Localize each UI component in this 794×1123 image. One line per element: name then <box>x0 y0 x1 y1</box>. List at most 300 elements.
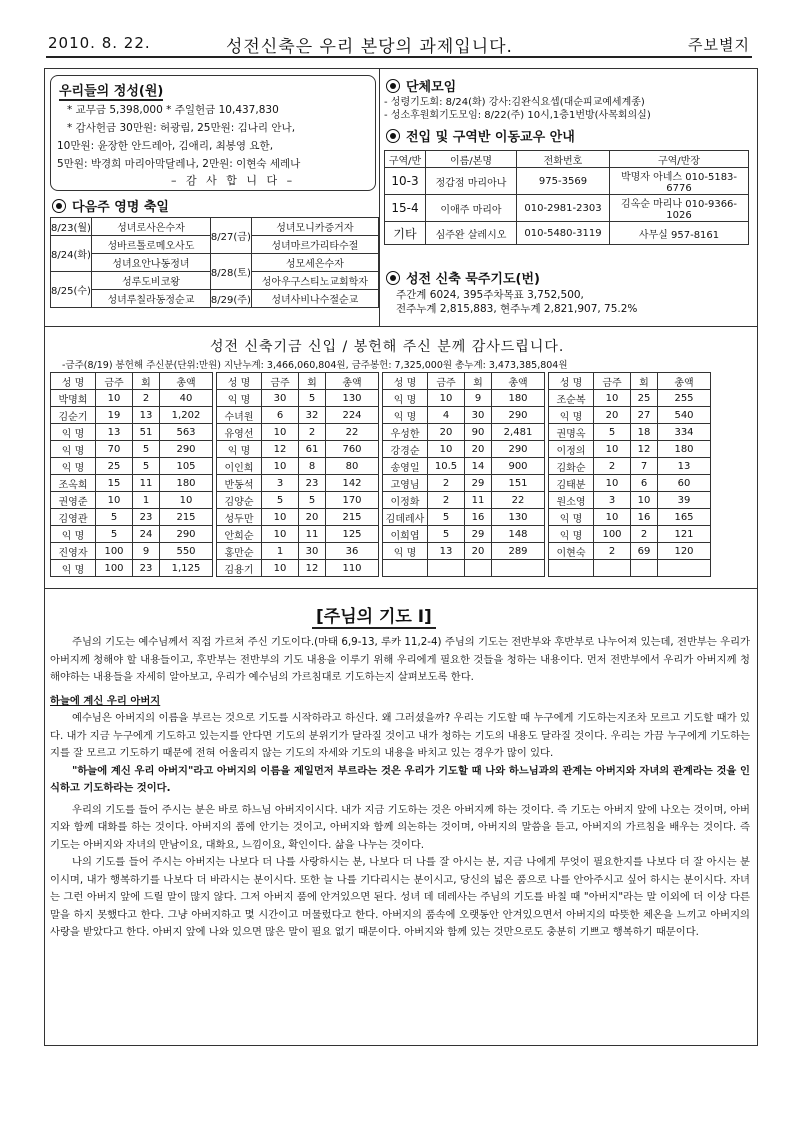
donor-name: 익 명 <box>217 441 262 458</box>
donor-name: 박명희 <box>51 390 96 407</box>
article-paragraph: "하늘에 계신 우리 아버지"라고 아버지의 이름을 제일먼저 부르라는 것은 우리가 기도할 때 나와 하느님과의 관계는 아버지와 자녀의 관계라는 것을 인식하고 기도하라는 것이다. <box>50 764 750 794</box>
donation-total: 148 <box>492 526 545 543</box>
donation-week: 3 <box>594 492 631 509</box>
donation-total: 290 <box>160 441 213 458</box>
donation-week: 10 <box>262 560 299 577</box>
donation-row <box>217 441 379 458</box>
donation-row <box>51 492 213 509</box>
feast-name: 성녀사비나수절순교 <box>251 290 378 308</box>
donation-count: 32 <box>299 407 326 424</box>
donor-name <box>549 560 594 577</box>
offering-title: 우리들의 정성(원) <box>59 80 163 101</box>
donation-count <box>631 560 658 577</box>
donation-row <box>549 458 711 475</box>
donation-row <box>549 509 711 526</box>
donation-header: 성 명 <box>383 373 428 390</box>
donor-name: 권명옥 <box>549 424 594 441</box>
feast-name: 성루도비코왕 <box>91 272 210 290</box>
donation-total: 290 <box>492 441 545 458</box>
donation-row <box>51 475 213 492</box>
donation-total: 110 <box>326 560 379 577</box>
offering-line: * 감사헌금 30만원: 허광림, 25만원: 김나리 안나, <box>67 122 296 134</box>
donation-header: 성 명 <box>549 373 594 390</box>
donation-total: 563 <box>160 424 213 441</box>
feast-name: 성녀요안나동정녀 <box>91 254 210 272</box>
donor-name: 김양순 <box>217 492 262 509</box>
district-name: 이애주 마리아 <box>426 195 517 222</box>
donor-name: 수녀원 <box>217 407 262 424</box>
prayer-week: 주간계 6024, 395주차목표 3,752,500, <box>396 289 584 301</box>
district-header: 이름/본명 <box>426 151 517 168</box>
article-paragraph: 우리의 기도를 들어 주시는 분은 바로 하느님 아버지이시다. 내가 지금 기도하는 것은 아버지께 하는 것이다. 즉 기도는 아버지 앞에 나오는 것이며, 아버지와 함께 대화를 하는 것이다. 아버지의 품에 안기는 것이고, 아버지와 함께 의논하는 것이며, 아버지의 말씀을 듣고, 아버지의 가르침을 배우는 것이다. 즉 기도는 아버지와 자녀의 만남이요, 대화요, 느낌이요, 확인이다. 삶을 나누는 것이다. <box>50 803 750 851</box>
donor-name: 이희엽 <box>383 526 428 543</box>
donation-week: 30 <box>262 390 299 407</box>
donation-week: 10 <box>594 475 631 492</box>
donation-total: 13 <box>658 458 711 475</box>
donation-count: 23 <box>133 560 160 577</box>
donation-count: 14 <box>465 458 492 475</box>
donor-name: 김영관 <box>51 509 96 526</box>
donation-summary: -금주(8/19) 봉헌해 주신분(단위:만원) 지난누계: 3,466,060,804원, 금주봉헌: 7,325,000원 총누계: 3,473,385,804원 <box>62 360 568 371</box>
donation-week: 5 <box>96 526 133 543</box>
donation-total: 125 <box>326 526 379 543</box>
donation-week: 5 <box>428 509 465 526</box>
article-title: [주님의 기도 Ⅰ] <box>312 602 436 629</box>
donation-total: 180 <box>492 390 545 407</box>
donation-total <box>492 560 545 577</box>
donation-count: 2 <box>133 390 160 407</box>
donation-table <box>382 372 545 577</box>
district-leader: 사무실 957-8161 <box>610 222 749 245</box>
donation-week: 6 <box>262 407 299 424</box>
donation-row <box>51 390 213 407</box>
donation-total <box>658 560 711 577</box>
groups-title: 단체모임 <box>406 80 457 95</box>
birthday-table <box>50 217 379 308</box>
donor-name: 고영님 <box>383 475 428 492</box>
birthday-title: 다음주 영명 축일 <box>72 200 169 215</box>
donation-count: 25 <box>631 390 658 407</box>
donor-name: 반동석 <box>217 475 262 492</box>
donation-header: 총액 <box>326 373 379 390</box>
donation-row <box>217 543 379 560</box>
donor-name: 이정의 <box>549 441 594 458</box>
donor-name: 익 명 <box>51 458 96 475</box>
donation-total: 255 <box>658 390 711 407</box>
donation-total: 36 <box>326 543 379 560</box>
donation-total: 40 <box>160 390 213 407</box>
donation-week: 10 <box>594 441 631 458</box>
donation-total: 180 <box>160 475 213 492</box>
donation-header: 회 <box>631 373 658 390</box>
donation-total: 170 <box>326 492 379 509</box>
feast-name: 성아우구스티노교회학자 <box>251 272 378 290</box>
prayer-stats <box>396 288 637 316</box>
donation-count: 13 <box>133 407 160 424</box>
donation-count: 24 <box>133 526 160 543</box>
donation-count: 90 <box>465 424 492 441</box>
donor-name: 진영자 <box>51 543 96 560</box>
donation-count: 23 <box>299 475 326 492</box>
donor-name: 익 명 <box>383 390 428 407</box>
donor-name: 익 명 <box>51 560 96 577</box>
donor-name: 익 명 <box>383 407 428 424</box>
donation-week: 10 <box>594 390 631 407</box>
donation-total: 215 <box>326 509 379 526</box>
donation-row <box>51 424 213 441</box>
donation-week: 3 <box>262 475 299 492</box>
donation-week: 4 <box>428 407 465 424</box>
prayer-total: 전주누계 2,815,883, 현주누계 2,821,907, 75.2% <box>396 303 638 315</box>
donation-week: 10 <box>262 526 299 543</box>
donation-header: 성 명 <box>51 373 96 390</box>
donation-table <box>216 372 379 577</box>
feast-date: 8/25(수) <box>51 272 92 308</box>
donation-count: 10 <box>631 492 658 509</box>
district-area: 15-4 <box>385 195 426 222</box>
feast-date: 8/28(토) <box>210 254 251 290</box>
divider <box>44 588 758 589</box>
donation-row <box>51 543 213 560</box>
donation-header: 총액 <box>160 373 213 390</box>
donation-week: 15 <box>96 475 133 492</box>
donation-week: 10 <box>262 509 299 526</box>
group-line: - 성령기도회: 8/24(화) 강사:김완식요셉(대순피교예세계종) <box>384 97 645 108</box>
bullet-icon <box>386 271 400 285</box>
donation-row <box>217 509 379 526</box>
donation-row <box>51 441 213 458</box>
donation-count: 9 <box>465 390 492 407</box>
donation-week: 10 <box>96 390 133 407</box>
donation-row <box>217 492 379 509</box>
donation-week: 12 <box>262 441 299 458</box>
donation-count: 5 <box>133 458 160 475</box>
donation-row <box>549 407 711 424</box>
donation-header: 금주 <box>96 373 133 390</box>
donor-name: 송영일 <box>383 458 428 475</box>
donation-row <box>51 560 213 577</box>
page-header <box>46 30 752 58</box>
donor-name: 익 명 <box>51 441 96 458</box>
offering-box <box>50 75 376 191</box>
donation-header: 회 <box>465 373 492 390</box>
district-phone: 975-3569 <box>517 168 610 195</box>
donation-count: 5 <box>299 492 326 509</box>
donation-count: 11 <box>465 492 492 509</box>
district-header: 구역/반장 <box>610 151 749 168</box>
district-leader: 김옥순 마리나 010-9366-1026 <box>610 195 749 222</box>
donor-name: 익 명 <box>549 526 594 543</box>
donation-count: 9 <box>133 543 160 560</box>
donation-row <box>383 475 545 492</box>
donation-week: 5 <box>594 424 631 441</box>
donor-name: 권영준 <box>51 492 96 509</box>
donation-total: 334 <box>658 424 711 441</box>
donation-row <box>383 407 545 424</box>
donation-row <box>549 560 711 577</box>
donation-count: 20 <box>465 441 492 458</box>
donation-row <box>51 509 213 526</box>
donor-name: 김순기 <box>51 407 96 424</box>
feast-date: 8/27(금) <box>210 218 251 254</box>
article-paragraph: 주님의 기도는 예수님께서 직접 가르쳐 주신 기도이다.(마태 6,9-13, 루카 11,2-4) 주님의 기도는 전반부와 후반부로 나누어져 있는데, 전반부는 우리가 아버지께 청해야 할 내용들이고, 후반부는 전반부의 기도 내용을 이루기 위해 우리에게 필요한 것들을 청하는 내용이다. 먼저 전반부에서 우리가 아버지께 청해야하는 내용들을 자세히 알아보고, 우리가 예수님의 가르침대로 기도하는지 살펴보도록 한다. <box>50 636 750 683</box>
donation-week: 1 <box>262 543 299 560</box>
donation-week: 13 <box>428 543 465 560</box>
donation-week <box>428 560 465 577</box>
district-name: 정갑점 마리아나 <box>426 168 517 195</box>
donation-row <box>383 509 545 526</box>
donation-total: 290 <box>492 407 545 424</box>
donation-total: 180 <box>658 441 711 458</box>
donation-row <box>217 475 379 492</box>
group-line: - 성소후원회기도모임: 8/22(주) 10시,1층1번방(사목회의실) <box>384 110 651 121</box>
donation-total: 80 <box>326 458 379 475</box>
donation-total: 39 <box>658 492 711 509</box>
donation-count: 6 <box>631 475 658 492</box>
donation-count: 12 <box>299 560 326 577</box>
donation-count: 30 <box>465 407 492 424</box>
bullet-icon <box>52 199 66 213</box>
donation-row <box>51 407 213 424</box>
donation-row <box>549 390 711 407</box>
donation-header: 총액 <box>658 373 711 390</box>
donation-count: 16 <box>465 509 492 526</box>
donation-row <box>217 390 379 407</box>
donation-row <box>217 424 379 441</box>
donation-week: 2 <box>594 458 631 475</box>
donation-week: 70 <box>96 441 133 458</box>
donation-total: 130 <box>326 390 379 407</box>
donor-name: 홍만순 <box>217 543 262 560</box>
donor-name: 조옥희 <box>51 475 96 492</box>
donation-header: 금주 <box>428 373 465 390</box>
feast-name: 성모세은수자 <box>251 254 378 272</box>
donation-week: 5 <box>428 526 465 543</box>
donor-name: 김데레사 <box>383 509 428 526</box>
feast-date: 8/23(월) <box>51 218 92 236</box>
donation-total: 22 <box>492 492 545 509</box>
groups-section-title <box>386 76 456 95</box>
donation-count: 61 <box>299 441 326 458</box>
donation-row <box>383 441 545 458</box>
donation-week: 19 <box>96 407 133 424</box>
donation-row <box>383 458 545 475</box>
donation-header: 회 <box>133 373 160 390</box>
donation-count: 29 <box>465 526 492 543</box>
donation-week: 10.5 <box>428 458 465 475</box>
donation-count: 12 <box>631 441 658 458</box>
donation-count: 51 <box>133 424 160 441</box>
donation-row <box>549 424 711 441</box>
donation-count: 20 <box>299 509 326 526</box>
birthday-section-title <box>52 196 169 215</box>
donor-name: 원소영 <box>549 492 594 509</box>
donation-count: 23 <box>133 509 160 526</box>
donation-row <box>549 543 711 560</box>
bullet-icon <box>386 129 400 143</box>
donor-name: 강경순 <box>383 441 428 458</box>
donation-total: 1,202 <box>160 407 213 424</box>
district-header: 구역/반 <box>385 151 426 168</box>
donation-week: 2 <box>594 543 631 560</box>
donation-count: 16 <box>631 509 658 526</box>
donor-name: 성두만 <box>217 509 262 526</box>
donation-row <box>51 458 213 475</box>
donor-name <box>383 560 428 577</box>
donation-week: 20 <box>594 407 631 424</box>
donation-week: 13 <box>96 424 133 441</box>
district-area: 10-3 <box>385 168 426 195</box>
donation-week: 20 <box>428 424 465 441</box>
donation-count: 7 <box>631 458 658 475</box>
donation-row <box>549 526 711 543</box>
donor-name: 익 명 <box>549 509 594 526</box>
header-date: 2010. 8. 22. <box>48 34 151 52</box>
donation-header: 총액 <box>492 373 545 390</box>
donation-count: 11 <box>299 526 326 543</box>
donor-name: 익 명 <box>51 424 96 441</box>
donation-week: 10 <box>262 424 299 441</box>
donation-week: 10 <box>428 390 465 407</box>
feast-name: 성녀마르가리타수절 <box>251 236 378 254</box>
donation-week: 100 <box>96 543 133 560</box>
donation-header: 금주 <box>594 373 631 390</box>
donation-total: 900 <box>492 458 545 475</box>
donation-count <box>465 560 492 577</box>
donation-week: 10 <box>594 509 631 526</box>
donation-week: 5 <box>262 492 299 509</box>
donation-total: 22 <box>326 424 379 441</box>
donation-row <box>217 458 379 475</box>
donor-name: 이정화 <box>383 492 428 509</box>
district-section-title <box>386 126 575 145</box>
donation-row <box>549 475 711 492</box>
donation-total: 289 <box>492 543 545 560</box>
header-title: 성전신축은 우리 본당의 과제입니다. <box>226 37 513 57</box>
divider <box>379 68 380 326</box>
donation-week: 5 <box>96 509 133 526</box>
donor-name: 조순복 <box>549 390 594 407</box>
donor-name: 우성한 <box>383 424 428 441</box>
header-label: 주보별지 <box>688 36 750 54</box>
donation-count: 2 <box>299 424 326 441</box>
groups-list <box>384 96 651 122</box>
donation-week: 2 <box>428 475 465 492</box>
donor-name: 안희순 <box>217 526 262 543</box>
donation-row <box>383 526 545 543</box>
article-paragraph: 예수님은 아버지의 이름을 부르는 것으로 기도를 시작하라고 하신다. 왜 그러셨을까? 우리는 기도할 때 누구에게 기도하는지조차 모르고 기도할 때가 있다. 내가 지금 누구에게 기도하고 있는지를 안다면 기도의 분위기가 달라질 것이고 내가 청하는 기도의 내용도 달라질 것이다. 우리는 가끔 누구에게 기도하는지를 잘 모르고 기도하기 때문에 전혀 어울리지 않는 기도의 자세와 기도의 내용을 바치고 있는 경우가 많이 있다. <box>50 712 750 759</box>
donation-row <box>549 492 711 509</box>
donation-row <box>217 407 379 424</box>
donation-week: 100 <box>594 526 631 543</box>
donation-row <box>217 526 379 543</box>
offering-thanks: – 감 사 합 니 다 – <box>171 174 296 187</box>
donation-count: 69 <box>631 543 658 560</box>
donation-week <box>594 560 631 577</box>
donation-total: 224 <box>326 407 379 424</box>
donation-total: 105 <box>160 458 213 475</box>
donor-name: 유영선 <box>217 424 262 441</box>
donation-total: 120 <box>658 543 711 560</box>
offering-line: * 교무금 5,398,000 * 주일헌금 10,437,830 <box>67 104 279 116</box>
donation-row <box>549 441 711 458</box>
donation-count: 30 <box>299 543 326 560</box>
donation-total: 165 <box>658 509 711 526</box>
donation-total: 760 <box>326 441 379 458</box>
donor-name: 익 명 <box>383 543 428 560</box>
donation-count: 11 <box>133 475 160 492</box>
donation-count: 29 <box>465 475 492 492</box>
donation-count: 5 <box>133 441 160 458</box>
donation-week: 10 <box>96 492 133 509</box>
donation-total: 290 <box>160 526 213 543</box>
prayer-title: 성전 신축 묵주기도(번) <box>406 272 540 287</box>
donation-row <box>51 526 213 543</box>
donation-week: 2 <box>428 492 465 509</box>
divider <box>44 326 758 327</box>
donation-count: 8 <box>299 458 326 475</box>
district-leader: 박명자 아네스 010-5183-6776 <box>610 168 749 195</box>
feast-name: 성바르톨로메오사도 <box>91 236 210 254</box>
donation-total: 10 <box>160 492 213 509</box>
donation-total: 121 <box>658 526 711 543</box>
donor-name: 익 명 <box>51 526 96 543</box>
donor-name: 김화순 <box>549 458 594 475</box>
donation-header: 성 명 <box>217 373 262 390</box>
offering-line: 5만원: 박경희 마리아막달레나, 2만원: 이현숙 세레나 <box>57 158 301 170</box>
donation-count: 18 <box>631 424 658 441</box>
donation-row <box>383 390 545 407</box>
donation-total: 540 <box>658 407 711 424</box>
donation-count: 5 <box>299 390 326 407</box>
district-phone: 010-2981-2303 <box>517 195 610 222</box>
donation-total: 2,481 <box>492 424 545 441</box>
donation-total: 130 <box>492 509 545 526</box>
district-name: 심주완 살레시오 <box>426 222 517 245</box>
donation-week: 10 <box>428 441 465 458</box>
donor-name: 익 명 <box>549 407 594 424</box>
donation-row <box>217 560 379 577</box>
donation-count: 27 <box>631 407 658 424</box>
donor-name: 김태분 <box>549 475 594 492</box>
donor-name: 김용기 <box>217 560 262 577</box>
donation-header: 회 <box>299 373 326 390</box>
feast-name: 성녀루칠라동정순교 <box>91 290 210 308</box>
feast-date: 8/29(주) <box>210 290 251 308</box>
feast-name: 성녀모니카증거자 <box>251 218 378 236</box>
donation-table <box>548 372 711 577</box>
donation-header: 금주 <box>262 373 299 390</box>
offering-line: 10만원: 윤장한 안드레아, 김애리, 최봉영 요한, <box>57 140 274 152</box>
donation-row <box>383 543 545 560</box>
donation-total: 142 <box>326 475 379 492</box>
article-paragraph: 나의 기도를 들어 주시는 아버지는 나보다 더 나를 사랑하시는 분, 나보다 더 나를 잘 아시는 분, 지금 나에게 무엇이 필요한지를 나보다 더 잘 아시는 분이시며, 내가 행복하기를 나보다 더 바라시는 분이시다. 또한 늘 나를 기다리시는 분이시고, 당신의 넓은 품으로 나를 안아주시고 싶어 하시는 분이시다. 자녀는 그런 아버지 앞에 드릴 말이 많지 않다. 그저 아버지 품에 안겨있으면 된다. 성녀 데 데레사는 주님의 기도를 바칠 때 "아버지"라는 말 이외에 더 이상 다른 말을 하지 못했다고 한다. 그냥 아버지하고 몇 시간이고 머물렀다고 한다. 아버지의 품속에 오랫동안 안겨있으면서 아버지의 따뜻한 체온을 느끼고 아버지의 사랑을 받았다고 한다. 아버지 앞에 나와 있으면 많은 말이 필요 없기 때문이다. 아버지와 함께 있는 것만으로도 충분히 기쁘고 행복하기 때문이다. <box>50 856 750 938</box>
donation-table <box>50 372 213 577</box>
donation-week: 25 <box>96 458 133 475</box>
donation-week: 10 <box>262 458 299 475</box>
donation-row <box>383 492 545 509</box>
donation-total: 1,125 <box>160 560 213 577</box>
donation-row <box>383 560 545 577</box>
donation-count: 20 <box>465 543 492 560</box>
article-subheading: 하늘에 계신 우리 아버지 <box>50 694 161 707</box>
district-header: 전화번호 <box>517 151 610 168</box>
district-area: 기타 <box>385 222 426 245</box>
donation-title: 성전 신축기금 신입 / 봉헌해 주신 분께 감사드립니다. <box>210 339 565 355</box>
donation-total: 151 <box>492 475 545 492</box>
donor-name: 익 명 <box>217 390 262 407</box>
donor-name: 이인희 <box>217 458 262 475</box>
